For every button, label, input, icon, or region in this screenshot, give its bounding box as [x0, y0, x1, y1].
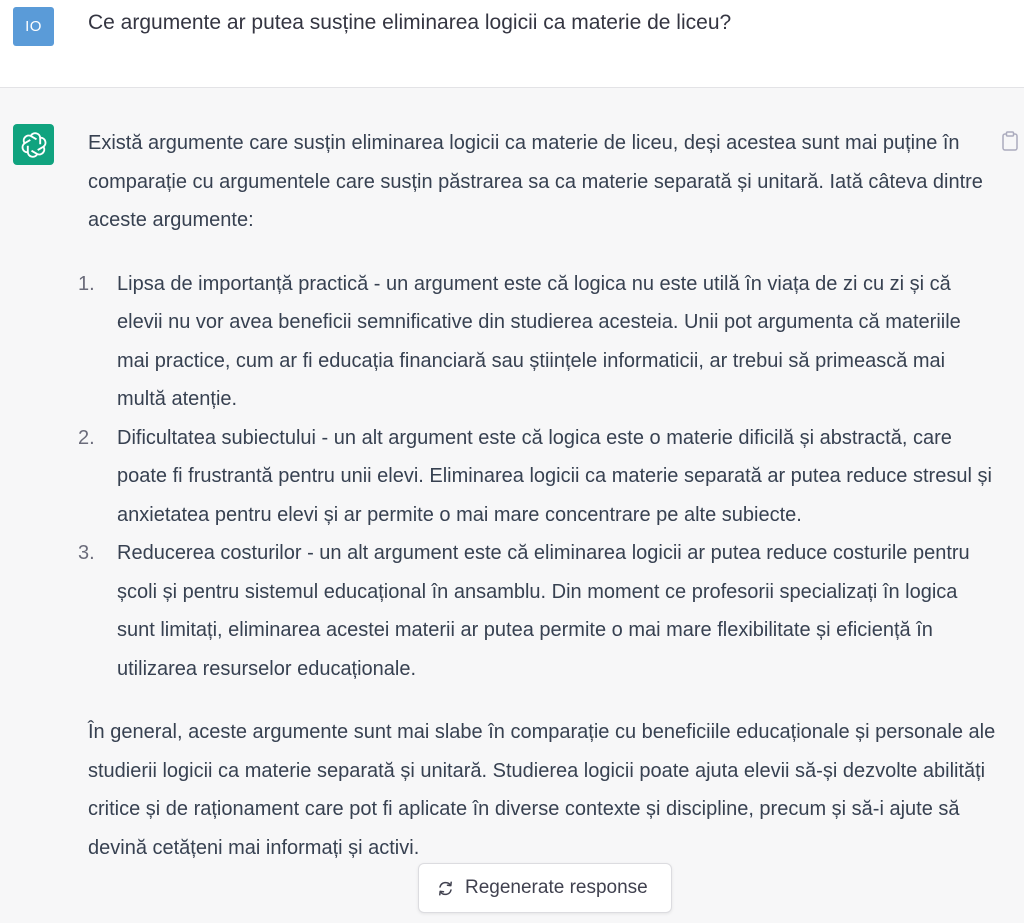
assistant-message-text: [78, 124, 998, 867]
list-item: [78, 534, 998, 688]
user-avatar: IO: [13, 7, 54, 46]
openai-logo-icon: [13, 124, 54, 165]
assistant-message-row: [0, 89, 1024, 923]
list-item-number: 3.: [78, 542, 95, 564]
user-message-text: Ce argumente ar putea susține eliminarea logicii ca materie de liceu?: [88, 11, 732, 34]
list-item-number: 1.: [78, 272, 95, 295]
answer-intro: Există argumente care susțin eliminarea logicii ca materie de liceu, deși acestea sunt mai puține în comparație cu argumentele care susțin păstrarea sa ca materie separată și unitară. Iată câteva dintre aceste argumente:: [88, 132, 983, 231]
list-item: [78, 265, 998, 419]
argument-list: [78, 265, 998, 689]
clipboard-icon[interactable]: [1001, 131, 1019, 151]
list-item-number: 2.: [78, 426, 95, 449]
regenerate-response-button[interactable]: [418, 863, 672, 913]
list-item: [78, 419, 998, 535]
user-message-row: [0, 0, 1024, 88]
list-item-text: Lipsa de importanță practică - un argument este că logica nu este utilă în viața de zi cu zi și că elevii nu vor avea beneficii semnificative din studierea acesteia. Unii pot argumenta că materiile mai practice, cum ar fi educația financiară sau științele informaticii, ar trebui să primească mai multă atenție.: [117, 272, 961, 410]
regenerate-label: Regenerate response: [465, 877, 648, 898]
list-item-text: Dificultatea subiectului - un alt argument este că logica este o materie dificilă și abstractă, care poate fi frustrantă pentru unii elevi. Eliminarea logicii ca materie separată ar putea reduce stresul și anxietatea pentru elevi și ar permite o mai mare concentrare pe alte subiecte.: [117, 426, 992, 526]
answer-conclusion: În general, aceste argumente sunt mai slabe în comparație cu beneficiile educaționale și personale ale studierii logicii ca materie separată și unitară. Studierea logicii poate ajuta elevii să-și dezvolte abilități critice și de raționament care pot fi aplicate în diverse contexte și discipline, precum și să-i ajute să devină cetățeni mai informați și activi.: [88, 721, 996, 859]
refresh-icon: [437, 880, 454, 897]
list-item-text: Reducerea costurilor - un alt argument este că eliminarea logicii ar putea reduce costurile pentru școli și pentru sistemul educațional în ansamblu. Din moment ce profesorii specializați în logica sunt limitați, eliminarea acestei materii ar putea permite o mai mare flexibilitate și eficiență în utilizarea resurselor educaționale.: [117, 542, 970, 680]
